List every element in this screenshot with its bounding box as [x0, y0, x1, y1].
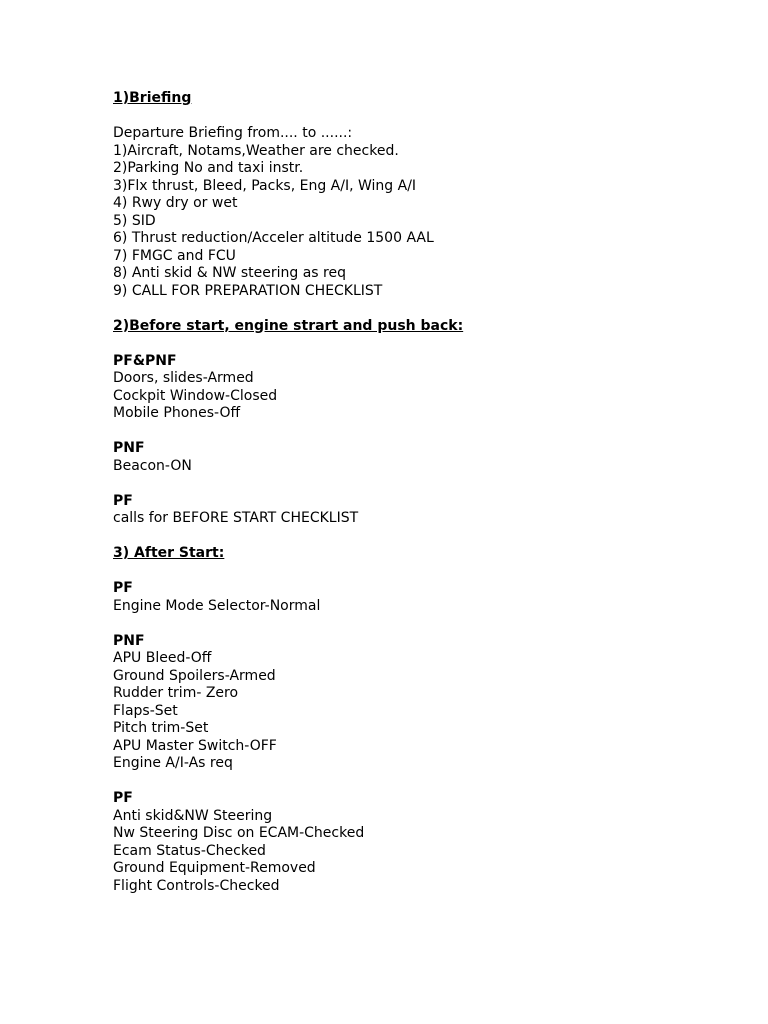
role-group [113, 633, 733, 773]
role-group [113, 493, 733, 528]
role-label: PNF [113, 632, 145, 649]
list-item: APU Master Switch-OFF [113, 737, 277, 754]
list-item: calls for BEFORE START CHECKLIST [113, 510, 359, 526]
list-item: Mobile Phones-Off [113, 405, 241, 421]
list-item: Nw Steering Disc on ECAM-Checked [113, 825, 365, 841]
document-page [113, 90, 733, 895]
role-label: PF [113, 580, 133, 596]
list-item: 9) CALL FOR PREPARATION CHECKLIST [113, 282, 383, 299]
spacer [113, 335, 733, 353]
role-label: PF [113, 492, 133, 509]
section-heading: 2)Before start, engine strart and push back: [113, 317, 464, 334]
spacer [113, 528, 733, 546]
list-item: Doors, slides-Armed [113, 370, 254, 386]
list-item: Engine A/I-As req [113, 755, 233, 771]
list-item: 6) Thrust reduction/Acceler altitude 1500 AAL [113, 230, 434, 246]
section-briefing [113, 90, 733, 300]
section-after-start [113, 545, 733, 895]
list-item: 1)Aircraft, Notams,Weather are checked. [113, 142, 399, 159]
list-item: APU Bleed-Off [113, 650, 212, 666]
list-item: Ground Spoilers-Armed [113, 667, 276, 684]
list-item: Pitch trim-Set [113, 720, 209, 736]
spacer [113, 773, 733, 791]
list-item: 4) Rwy dry or wet [113, 195, 238, 211]
spacer [113, 108, 733, 126]
spacer [113, 615, 733, 633]
list-item: Engine Mode Selector-Normal [113, 597, 321, 614]
list-item: Rudder trim- Zero [113, 685, 239, 701]
list-item: 7) FMGC and FCU [113, 247, 236, 264]
role-label: PF [113, 790, 133, 806]
list-item: 8) Anti skid & NW steering as req [113, 265, 346, 281]
role-group [113, 440, 733, 475]
list-item: Flaps-Set [113, 702, 178, 719]
section-heading: 1)Briefing [113, 90, 192, 106]
list-item: Anti skid&NW Steering [113, 807, 273, 824]
role-group [113, 580, 733, 615]
role-label: PF&PNF [113, 352, 177, 369]
spacer [113, 423, 733, 441]
list-item: Cockpit Window-Closed [113, 387, 278, 404]
list-item: 3)Flx thrust, Bleed, Packs, Eng A/I, Wing A/I [113, 177, 417, 194]
item-list [113, 125, 733, 300]
list-item: Beacon-ON [113, 457, 192, 474]
list-item: Ground Equipment-Removed [113, 860, 316, 876]
role-group [113, 353, 733, 423]
spacer [113, 300, 733, 318]
list-item: 2)Parking No and taxi instr. [113, 160, 304, 176]
role-label: PNF [113, 440, 145, 456]
list-item: Ecam Status-Checked [113, 842, 266, 859]
list-item: Departure Briefing from.... to ......: [113, 125, 353, 141]
list-item: Flight Controls-Checked [113, 877, 280, 894]
role-group [113, 790, 733, 895]
list-item: 5) SID [113, 212, 156, 229]
section-heading: 3) After Start: [113, 545, 225, 561]
spacer [113, 475, 733, 493]
spacer [113, 563, 733, 581]
section-before-start [113, 318, 733, 528]
